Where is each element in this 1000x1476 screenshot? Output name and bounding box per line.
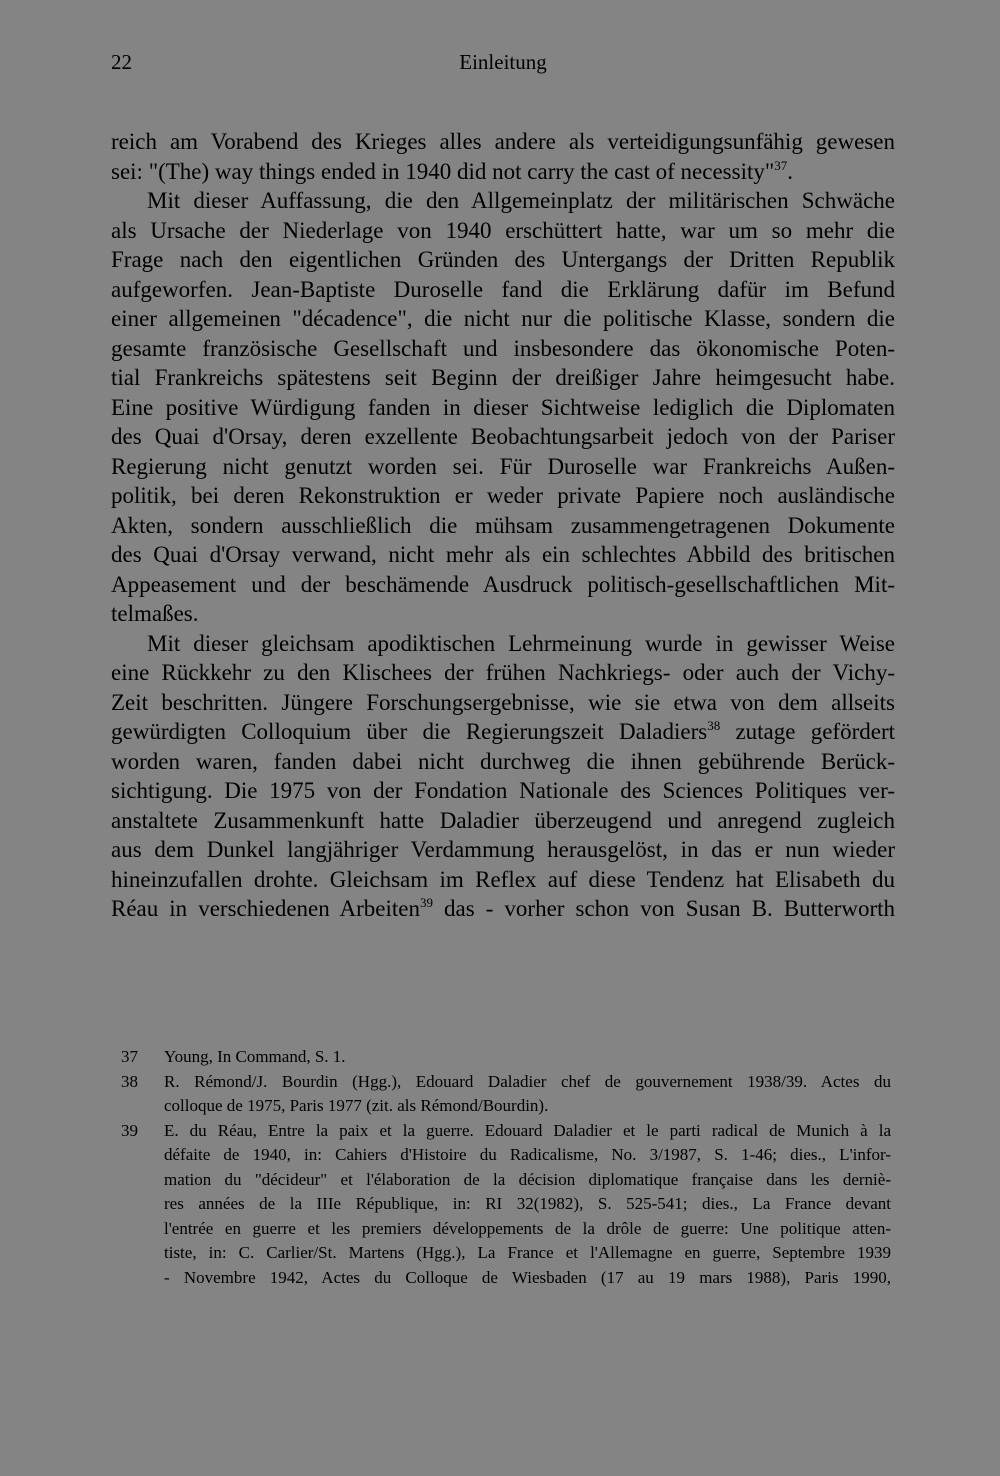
text-line: des Quai d'Orsay verwand, nicht mehr als ein schlechtes Abbild des britischen	[111, 542, 895, 567]
text-line: als Ursache der Niederlage von 1940 erschüttert hatte, war um so mehr die	[111, 217, 895, 243]
footnote-37	[121, 1045, 891, 1070]
text-line: aus dem Dunkel langjähriger Verdammung herausgelöst, in das er nun wieder	[111, 837, 895, 862]
text-line: hineinzufallen drohte. Gleichsam im Reflex auf diese Tendenz hat Elisabeth du	[111, 866, 895, 892]
text-line: reich am Vorabend des Krieges alles andere als verteidigungsunfähig gewesen	[111, 129, 895, 154]
footnote-line: l'entrée en guerre et les premiers développements de la drôle de guerre: Une politique atten-	[164, 1218, 891, 1238]
text-line: Eine positive Würdigung fanden in dieser Sichtweise lediglich die Diplomaten	[111, 394, 895, 420]
text-line: sichtigung. Die 1975 von der Fondation Nationale des Sciences Politiques ver-	[111, 778, 895, 803]
text-line: gewürdigten Colloquium über die Regierungszeit Daladiers$^{38}$ zutage gefördert	[111, 718, 895, 744]
footnote-number: 39	[121, 1120, 138, 1140]
footnote-38	[121, 1070, 891, 1119]
text-line: des Quai d'Orsay, deren exzellente Beobachtungsarbeit jedoch von der Pariser	[111, 424, 895, 449]
text-line: Akten, sondern ausschließlich die mühsam zusammengetragenen Dokumente	[111, 512, 895, 538]
text-line: Mit dieser gleichsam apodiktischen Lehrmeinung wurde in gewisser Weise	[147, 630, 895, 656]
text-line: Réau in verschiedenen Arbeiten$^{39}$ das - vorher schon von Susan B. Butterworth	[111, 895, 895, 921]
main-text	[111, 127, 895, 924]
text-line: eine Rückkehr zu den Klischees der frühen Nachkriegs- oder auch der Vichy-	[111, 660, 895, 685]
text-line: Regierung nicht genutzt worden sei. Für Duroselle war Frankreichs Außen-	[111, 453, 895, 479]
footnotes	[121, 1045, 891, 1290]
text-line: anstaltete Zusammenkunft hatte Daladier überzeugend und anregend zugleich	[111, 807, 895, 833]
footnote-line: mation du "décideur" et l'élaboration de la décision diplomatique française dans les derniè-	[164, 1169, 891, 1189]
text-line: Appeasement und der beschämende Ausdruck politisch-gesellschaftlichen Mit-	[111, 571, 895, 597]
text-line: politik, bei deren Rekonstruktion er weder private Papiere noch ausländische	[111, 483, 895, 508]
text-line: Frage nach den eigentlichen Gründen des Untergangs der Dritten Republik	[111, 247, 895, 272]
text-line: Zeit beschritten. Jüngere Forschungsergebnisse, wie sie etwa von dem allseits	[111, 689, 895, 715]
footnote-line: Young, In Command, S. 1.	[164, 1047, 346, 1066]
footnote-39	[121, 1119, 891, 1291]
text-line: sei: "(The) way things ended in 1940 did not carry the cast of necessity"$^{37}$.	[111, 157, 793, 184]
text-line: tial Frankreichs spätestens seit Beginn der dreißiger Jahre heimgesucht habe.	[111, 365, 895, 390]
text-line: aufgeworfen. Jean-Baptiste Duroselle fand die Erklärung dafür im Befund	[111, 276, 895, 302]
footnote-number: 38	[121, 1071, 138, 1091]
footnote-ref: 37	[774, 157, 788, 173]
text-line: worden waren, fanden dabei nicht durchweg die ihnen gebührende Berück-	[111, 748, 895, 774]
footnote-ref: 39	[420, 895, 433, 910]
text-line: Mit dieser Auffassung, die den Allgemeinplatz der militärischen Schwäche	[147, 188, 895, 213]
footnote-line: E. du Réau, Entre la paix et la guerre. Edouard Daladier et le parti radical de Munich à la	[164, 1120, 891, 1140]
page-header	[111, 48, 895, 76]
running-head: Einleitung	[459, 50, 547, 74]
text-line: gesamte französische Gesellschaft und insbesondere das ökonomische Poten-	[111, 335, 895, 361]
footnote-line: colloque de 1975, Paris 1977 (zit. als Rémond/Bourdin).	[164, 1096, 549, 1115]
page-number: 22	[111, 50, 132, 74]
footnote-number: 37	[121, 1047, 138, 1066]
footnote-line: tiste, in: C. Carlier/St. Martens (Hgg.), La France et l'Allemagne en guerre, Septembre 1939	[164, 1243, 891, 1262]
footnote-line: R. Rémond/J. Bourdin (Hgg.), Edouard Daladier chef de gouvernement 1938/39. Actes du	[164, 1071, 891, 1091]
footnote-line: - Novembre 1942, Actes du Colloque de Wiesbaden (17 au 19 mars 1988), Paris 1990,	[164, 1267, 891, 1287]
text-line: telmaßes.	[111, 601, 199, 626]
footnote-line: défaite de 1940, in: Cahiers d'Histoire du Radicalisme, No. 3/1987, S. 1-46; dies., L'infor-	[164, 1145, 891, 1164]
footnote-ref: 38	[707, 718, 721, 733]
text-line: einer allgemeinen "décadence", die nicht nur die politische Klasse, sondern die	[111, 306, 895, 331]
footnote-line: res années de la IIIe République, in: RI 32(1982), S. 525-541; dies., La France devant	[164, 1194, 891, 1213]
